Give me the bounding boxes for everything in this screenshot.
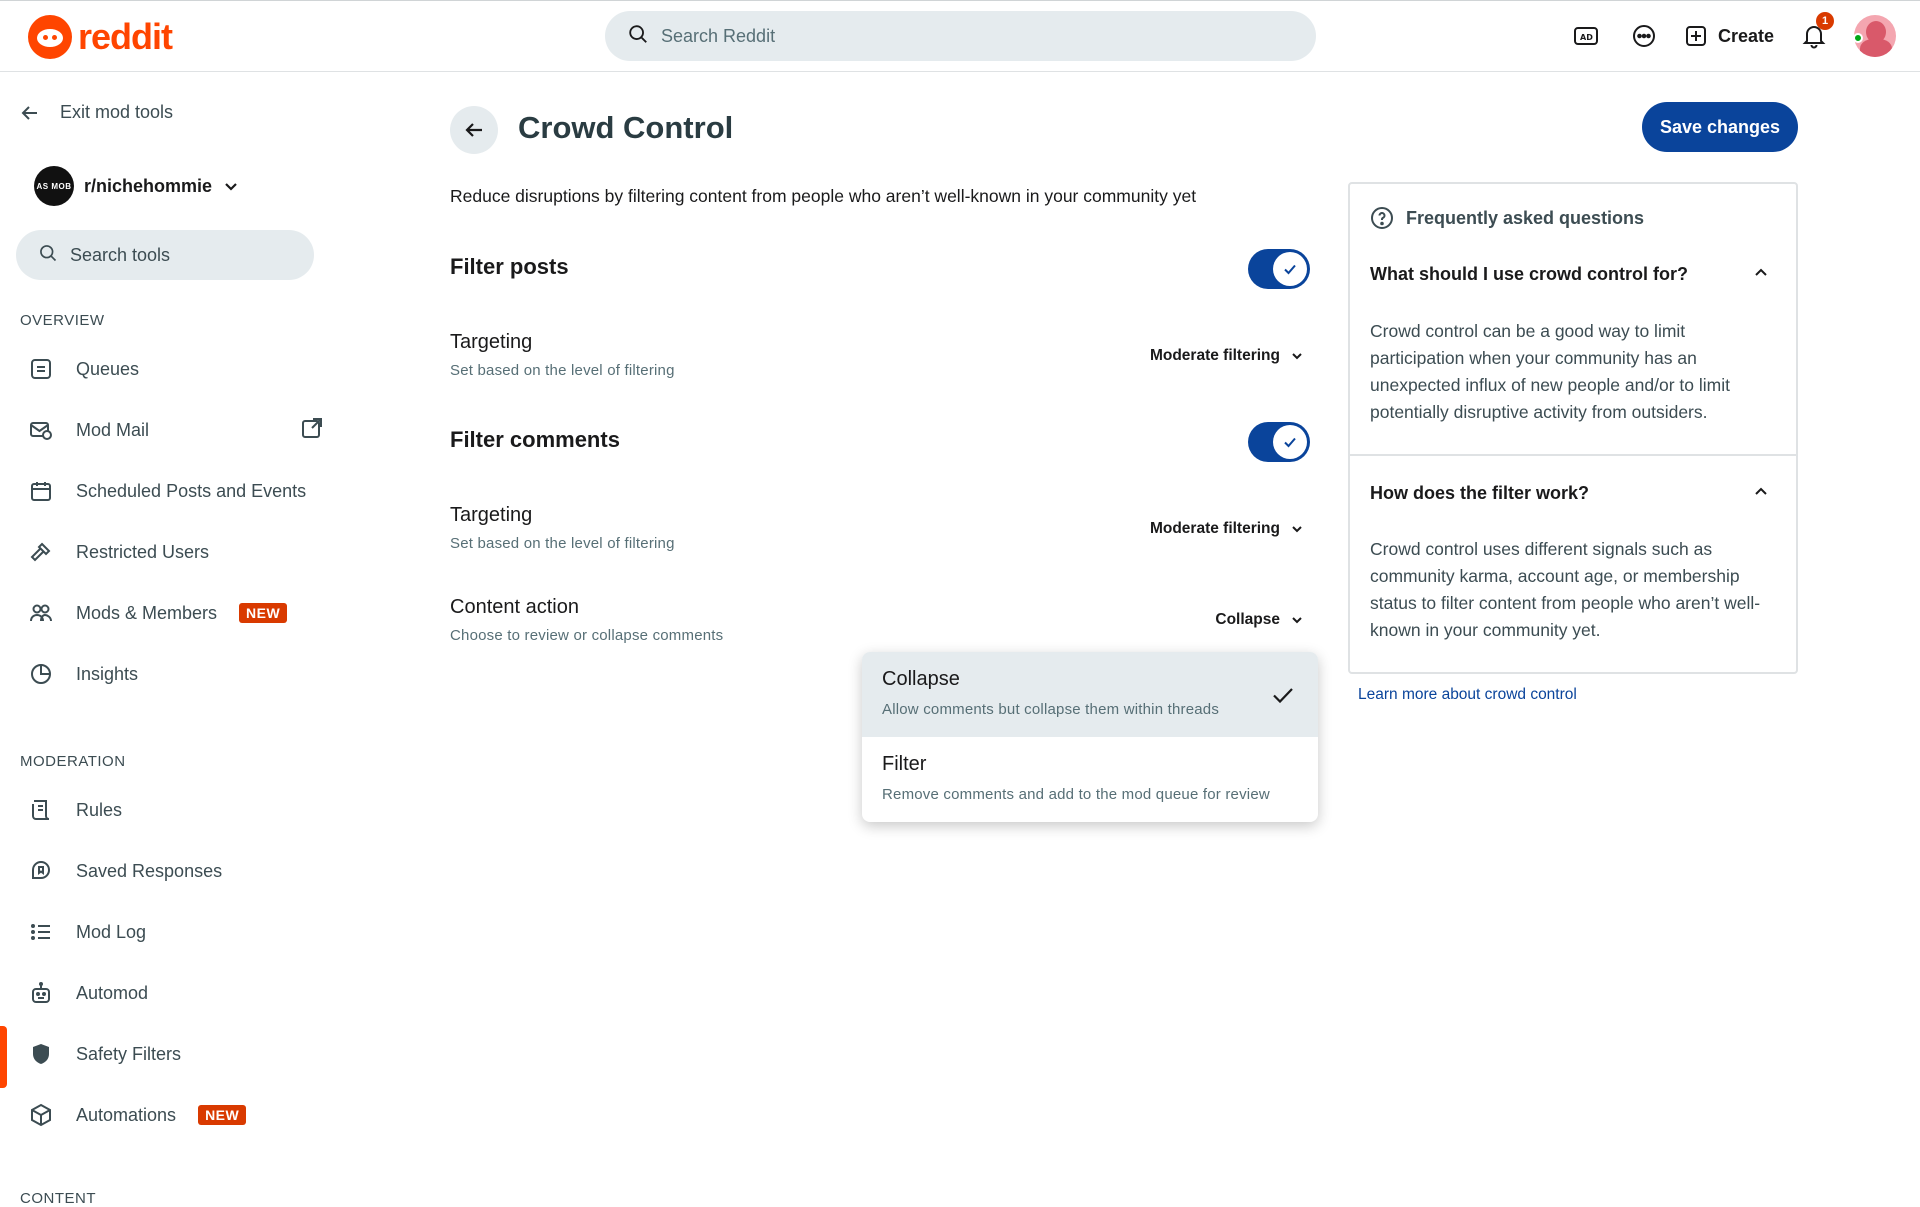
faq-panel <box>1348 182 1798 674</box>
sidebar-item-label: Mod Mail <box>76 419 150 440</box>
filter-comments-toggle[interactable] <box>1248 422 1310 462</box>
faq-answer-2: Crowd control uses different signals such as community karma, account age, or membership status to filter content from people who aren’t well-known in your community yet. <box>1370 539 1761 640</box>
new-badge: NEW <box>239 603 287 623</box>
menu-option-filter[interactable] <box>862 737 1318 822</box>
rules-icon <box>28 797 54 823</box>
sidebar-item-label: Restricted Users <box>76 541 210 562</box>
search-icon <box>38 243 58 268</box>
faq-title: Frequently asked questions <box>1406 207 1645 228</box>
reddit-snoo-icon <box>28 15 72 59</box>
filter-posts-toggle[interactable] <box>1248 249 1310 289</box>
members-icon <box>28 600 54 626</box>
faq-question-1[interactable]: What should I use crowd control for? <box>1370 264 1688 284</box>
online-status-dot <box>1853 33 1863 43</box>
sidebar-item-label: Automod <box>76 982 149 1003</box>
notification-count: 1 <box>1816 12 1834 30</box>
sidebar-item-safety-filters[interactable] <box>0 1026 340 1082</box>
chevron-down-icon <box>1290 349 1304 363</box>
content-section-label: CONTENT <box>20 1190 96 1207</box>
sidebar-item-label: Scheduled Posts and Events <box>76 480 307 501</box>
calendar-icon <box>28 478 54 504</box>
comments-targeting-label: Targeting <box>450 504 533 526</box>
exit-label: Exit mod tools <box>60 102 174 122</box>
chevron-down-icon <box>1290 522 1304 536</box>
header-actions <box>1568 13 1896 59</box>
saved-responses-icon <box>28 858 54 884</box>
svg-text:AD: AD <box>1579 33 1593 42</box>
menu-option-title: Collapse <box>882 668 960 690</box>
content-action-menu <box>862 652 1318 822</box>
sidebar-item-label: Saved Responses <box>76 860 223 881</box>
filter-posts-title: Filter posts <box>450 254 569 279</box>
cube-icon <box>28 1102 54 1128</box>
arrow-left-icon <box>463 119 485 141</box>
community-name: r/nichehommie <box>84 175 213 196</box>
sidebar-item-scheduled-posts[interactable] <box>0 463 340 519</box>
sidebar-item-automod[interactable] <box>0 965 340 1021</box>
sidebar-item-insights[interactable] <box>0 646 340 702</box>
plus-square-icon <box>1684 24 1708 48</box>
community-switcher[interactable] <box>34 166 240 206</box>
faq-header <box>1370 206 1644 230</box>
back-button[interactable] <box>450 106 498 154</box>
new-badge: NEW <box>198 1105 246 1125</box>
content-action-label: Content action <box>450 596 579 618</box>
check-icon <box>1282 434 1298 450</box>
mod-sidebar <box>0 72 350 1207</box>
sidebar-item-mod-log[interactable] <box>0 904 340 960</box>
robot-icon <box>28 980 54 1006</box>
faq-question-2[interactable]: How does the filter work? <box>1370 483 1590 503</box>
ad-icon <box>1572 22 1600 50</box>
mail-icon <box>28 417 54 443</box>
community-icon: AS MOB <box>34 166 74 206</box>
chevron-down-icon <box>1290 613 1304 627</box>
sidebar-item-rules[interactable] <box>0 782 340 838</box>
shield-icon <box>28 1041 54 1067</box>
chevron-up-icon[interactable] <box>1752 483 1770 506</box>
sidebar-item-label: Insights <box>76 663 139 684</box>
content-action-value: Collapse <box>1215 611 1280 628</box>
sidebar-item-label: Mods & Members <box>76 602 218 623</box>
moderation-section-label: MODERATION <box>20 753 126 770</box>
checkmark-icon <box>1270 682 1296 713</box>
page-title: Crowd Control <box>518 110 734 145</box>
chat-icon <box>1630 22 1658 50</box>
sidebar-item-label: Mod Log <box>76 921 147 942</box>
top-bar <box>0 0 1920 72</box>
posts-targeting-dropdown[interactable] <box>1150 347 1304 365</box>
page-description: Reduce disruptions by filtering content from people who aren’t well-known in your community yet <box>450 186 1197 206</box>
learn-more-link[interactable]: Learn more about crowd control <box>1358 686 1577 703</box>
filter-comments-title: Filter comments <box>450 427 620 452</box>
content-action-dropdown[interactable] <box>1215 611 1304 629</box>
help-circle-icon <box>1370 206 1394 230</box>
comments-targeting-sub: Set based on the level of filtering <box>450 535 675 552</box>
sidebar-item-mods-members[interactable] <box>0 585 340 641</box>
sidebar-item-label: Automations <box>76 1104 177 1125</box>
create-button[interactable] <box>1684 24 1774 48</box>
overview-section-label: OVERVIEW <box>20 312 105 329</box>
notifications-button[interactable] <box>1796 15 1832 54</box>
sidebar-item-label: Rules <box>76 799 123 820</box>
menu-option-title: Filter <box>882 753 927 775</box>
posts-targeting-sub: Set based on the level of filtering <box>450 362 675 379</box>
posts-targeting-label: Targeting <box>450 331 533 353</box>
list-icon <box>28 919 54 945</box>
exit-mod-tools[interactable] <box>20 102 173 123</box>
check-icon <box>1282 261 1298 277</box>
sidebar-item-label: Queues <box>76 358 140 379</box>
chevron-up-icon[interactable] <box>1752 264 1770 287</box>
sidebar-item-restricted-users[interactable] <box>0 524 340 580</box>
save-changes-button[interactable]: Save changes <box>1642 102 1798 152</box>
sidebar-item-label: Safety Filters <box>76 1043 182 1064</box>
reddit-logo[interactable] <box>28 15 172 59</box>
tools-search[interactable] <box>16 230 314 280</box>
queue-icon <box>28 356 54 382</box>
sidebar-item-automations[interactable] <box>0 1087 340 1143</box>
comments-targeting-value: Moderate filtering <box>1149 520 1280 537</box>
advertise-button[interactable] <box>1568 18 1604 54</box>
hammer-icon <box>28 539 54 565</box>
search-icon <box>627 23 649 50</box>
comments-targeting-dropdown[interactable] <box>1150 520 1304 538</box>
global-search[interactable] <box>605 11 1316 61</box>
menu-option-collapse[interactable] <box>862 652 1318 737</box>
arrow-left-icon <box>20 103 40 123</box>
chevron-down-icon <box>222 177 240 195</box>
tools-search-input[interactable] <box>70 245 290 266</box>
sidebar-item-saved-responses[interactable] <box>0 843 340 899</box>
content-action-sub: Choose to review or collapse comments <box>450 627 724 644</box>
chat-button[interactable] <box>1626 18 1662 54</box>
create-label: Create <box>1717 25 1774 46</box>
chart-icon <box>28 661 54 687</box>
faq-answer-1: Crowd control can be a good way to limit participation when your community has an unexpected influx of new people and/or to limit potentially disruptive activity from outsiders. <box>1370 321 1730 422</box>
brand-name: reddit <box>78 16 173 57</box>
global-search-input[interactable] <box>661 26 1261 47</box>
posts-targeting-value: Moderate filtering <box>1149 347 1280 364</box>
menu-option-sub: Remove comments and add to the mod queue for review <box>882 786 1270 803</box>
faq-divider <box>1350 454 1796 456</box>
sidebar-item-mod-mail[interactable] <box>0 402 340 458</box>
sidebar-item-queues[interactable] <box>0 341 340 397</box>
external-link-icon[interactable] <box>300 416 324 445</box>
menu-option-sub: Allow comments but collapse them within threads <box>882 701 1220 718</box>
